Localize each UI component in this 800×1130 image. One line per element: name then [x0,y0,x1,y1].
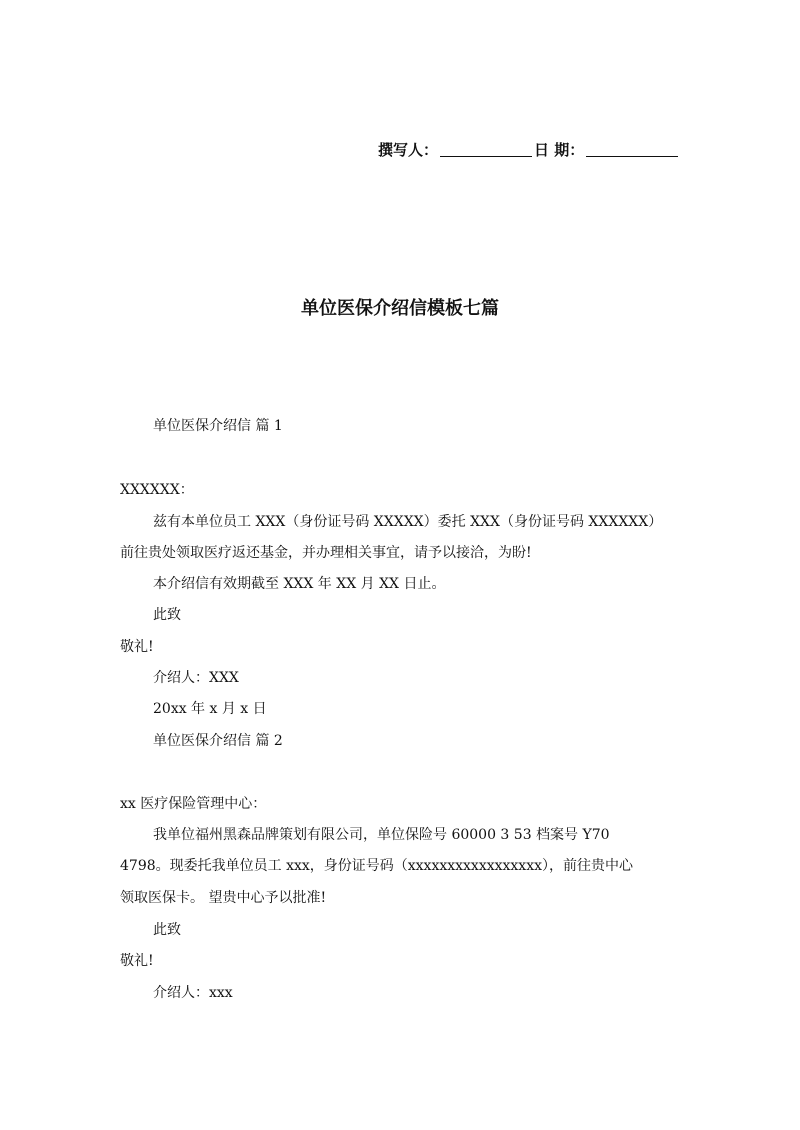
letter2-closing1: 此致 [153,922,181,938]
letter1-heading: 单位医保介绍信 篇 1 [153,418,283,434]
letter1-date: 20xx 年 x 月 x 日 [153,701,267,717]
author-date-line [378,139,680,160]
letter2-body-line3: 领取医保卡。 望贵中心予以批准! [120,890,327,906]
letter1-closing1: 此致 [153,607,181,623]
document-title: 单位医保介绍信模板七篇 [301,298,499,319]
author-blank[interactable] [440,142,532,157]
letter1-closing2: 敬礼! [120,639,154,655]
letter1-introducer: 介绍人：XXX [153,670,239,686]
letter2-body-line2: 4798。现委托我单位员工 xxx，身份证号码（xxxxxxxxxxxxxxxxx），前往贵中心 [120,858,633,874]
date-blank[interactable] [586,142,678,157]
letter1-validity: 本介绍信有效期截至 XXX 年 XX 月 XX 日止。 [153,576,446,592]
date-label: 日 期： [534,141,585,159]
letter2-closing2: 敬礼! [120,953,154,969]
letter2-introducer: 介绍人：xxx [153,985,233,1001]
letter1-body-line1: 兹有本单位员工 XXX（身份证号码 XXXXX）委托 XXX（身份证号码 XXXXXX） [153,514,663,530]
letter1-body-line2: 前往贵处领取医疗返还基金，并办理相关事宜，请予以接洽，为盼! [120,545,532,561]
letter2-heading: 单位医保介绍信 篇 2 [153,733,283,749]
letter2-salutation: xx 医疗保险管理中心： [120,796,267,812]
author-label: 撰写人： [378,141,439,159]
letter1-salutation: XXXXXX： [120,482,194,498]
letter2-body-line1: 我单位福州黑森品牌策划有限公司，单位保险号 60000 3 53 档案号 Y70 [153,827,610,843]
